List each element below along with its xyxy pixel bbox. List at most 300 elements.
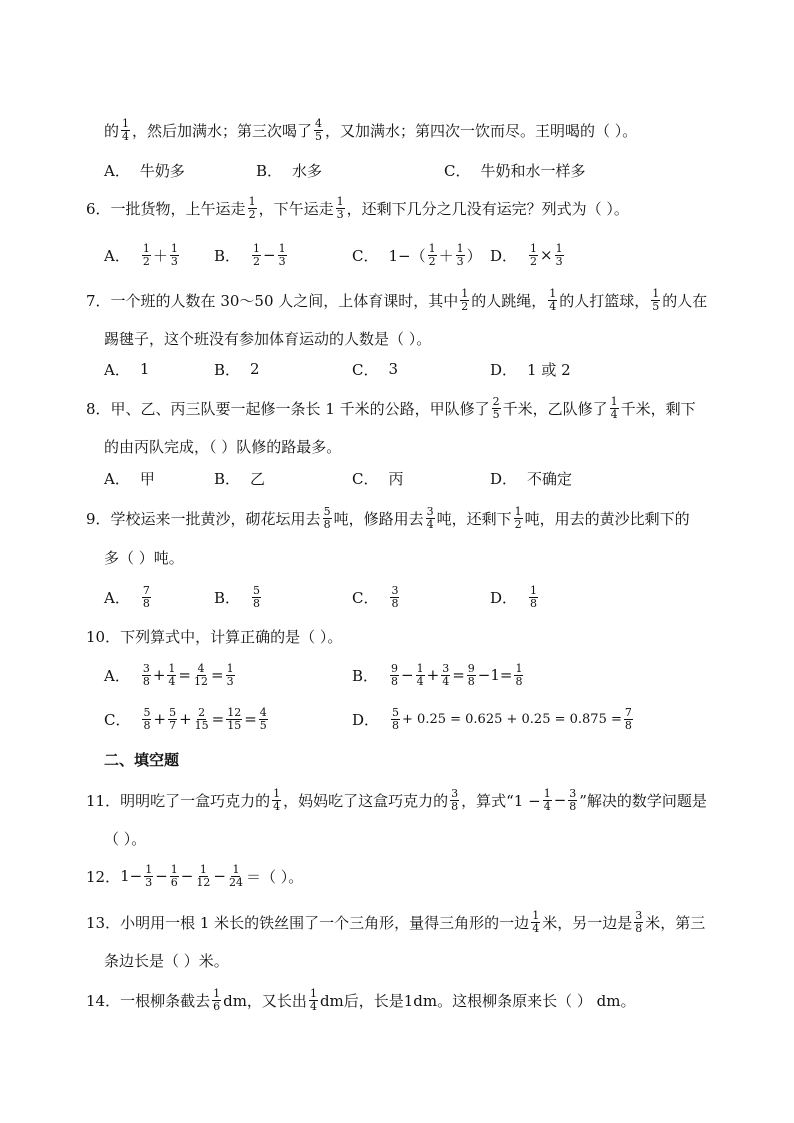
denominator: 15 — [227, 718, 242, 732]
q6-options — [104, 240, 744, 270]
fraction — [272, 788, 281, 813]
numerator: 1 — [309, 986, 317, 1000]
q9-stem-line2 — [104, 537, 184, 577]
q11-answer-line — [104, 818, 146, 858]
numerator: 1 — [456, 241, 464, 255]
q7-stem-line2 — [104, 318, 431, 358]
q6-text-2: ，下午运走 — [258, 199, 334, 218]
option-text: 3 — [388, 360, 399, 378]
operator: = — [178, 666, 191, 684]
option-c[interactable] — [444, 155, 586, 185]
denominator: 5 — [259, 718, 267, 732]
option-label: C． — [352, 360, 379, 379]
denominator: 24 — [228, 875, 243, 889]
option-label: D． — [352, 710, 380, 729]
option-label: B． — [214, 469, 241, 488]
q13-text-3: 米，第三 — [645, 913, 706, 932]
numerator: 5 — [169, 705, 177, 719]
fraction — [142, 585, 151, 610]
operator: − — [401, 666, 414, 684]
fraction — [428, 243, 437, 268]
denominator: 4 — [309, 999, 317, 1013]
denominator: 4 — [122, 129, 130, 143]
q7-text-3: 的人打篮球， — [559, 291, 650, 310]
fraction — [390, 585, 399, 610]
numerator: 2 — [198, 705, 206, 719]
fraction — [467, 663, 476, 688]
fraction — [568, 788, 577, 813]
fraction — [456, 243, 465, 268]
operator: = — [499, 666, 513, 684]
option-label: B． — [214, 360, 241, 379]
option-d[interactable] — [490, 582, 540, 612]
option-label: A． — [104, 666, 130, 685]
option-label: A． — [104, 588, 130, 607]
expression-text: ） — [466, 246, 482, 265]
denominator: 4 — [442, 674, 450, 688]
option-label: B． — [214, 246, 241, 265]
q8-text-4: 的由丙队完成，（ ）队修的路最多。 — [104, 437, 342, 456]
fraction — [212, 988, 221, 1013]
numerator: 1 — [168, 661, 176, 675]
q6-text-3: ，还剩下几分之几没有运完？列式为（ ）。 — [346, 199, 629, 218]
question-number: 6． — [86, 199, 111, 218]
option-label: A． — [104, 161, 130, 180]
denominator: 2 — [461, 299, 469, 313]
q-prev-line — [104, 110, 637, 150]
q14-text-2: dm，又长出 — [223, 991, 307, 1010]
denominator: 3 — [336, 207, 344, 221]
q9-text-3: 吨，还剩下 — [436, 509, 512, 528]
fraction — [531, 910, 540, 935]
fraction — [450, 788, 459, 813]
numerator: 1 — [142, 241, 150, 255]
q8-stem — [86, 388, 696, 428]
q6-text-1: 一批货物，上午运走 — [110, 199, 246, 218]
answer-blank[interactable]: （ ）。 — [104, 829, 147, 848]
expression-text: + 0.25 = 0.625 + 0.25 = 0.875 = — [402, 711, 622, 727]
answer-blank[interactable]: 条边长是（ ）米。 — [104, 951, 229, 970]
denominator: 4 — [543, 799, 551, 813]
denominator: 8 — [635, 921, 643, 935]
q7-text-4: 的人在 — [662, 291, 708, 310]
numerator: 1 — [610, 394, 618, 408]
option-text: 乙 — [250, 469, 266, 488]
option-d[interactable] — [352, 704, 635, 734]
question-number: 7． — [86, 291, 111, 310]
fraction — [144, 864, 153, 889]
fraction — [259, 707, 268, 732]
numerator: 1 — [278, 241, 286, 255]
fraction — [142, 243, 151, 268]
operator: ＋ — [438, 246, 454, 265]
fraction — [426, 506, 435, 531]
numerator: 1 — [428, 241, 436, 255]
denominator: 8 — [624, 718, 632, 732]
denominator: 5 — [652, 299, 660, 313]
numerator: 1 — [199, 862, 207, 876]
option-a[interactable] — [104, 240, 181, 270]
q-prev-text-c: ，又加满水；第四次一饮而尽。王明喝的（ ）。 — [325, 121, 638, 140]
operator: + — [152, 666, 166, 684]
q11-text-3: ，算式“1 − — [461, 791, 541, 810]
fraction — [142, 663, 151, 688]
fraction — [634, 910, 643, 935]
denominator: 3 — [145, 875, 153, 889]
fraction — [248, 196, 257, 221]
q-prev-text-a: 的 — [104, 121, 120, 140]
q9-text-2: 吨，修路用去 — [333, 509, 424, 528]
denominator: 7 — [169, 718, 177, 732]
fraction — [624, 707, 633, 732]
option-label: C． — [352, 588, 379, 607]
denominator: 8 — [143, 718, 151, 732]
q10-options-row2 — [104, 704, 744, 734]
numerator: 1 — [253, 241, 261, 255]
q-prev-text-b: ，然后加满水；第三次喝了 — [132, 121, 313, 140]
fraction — [167, 663, 176, 688]
option-b[interactable] — [214, 354, 260, 384]
operator: = — [211, 666, 224, 684]
expression-text: 1− — [120, 867, 143, 885]
q10-stem — [86, 616, 342, 656]
operator: − — [263, 246, 276, 264]
fraction — [416, 663, 425, 688]
option-text: 2 — [250, 360, 260, 378]
numerator: 7 — [142, 583, 150, 597]
numerator: 12 — [227, 705, 242, 719]
numerator: 4 — [315, 116, 323, 130]
question-number: 14． — [86, 991, 121, 1010]
denominator: 4 — [168, 674, 176, 688]
option-label: A． — [104, 360, 130, 379]
denominator: 4 — [532, 921, 540, 935]
fraction — [309, 988, 318, 1013]
numerator: 2 — [492, 394, 500, 408]
denominator: 8 — [323, 517, 331, 531]
option-text: 不确定 — [527, 469, 573, 488]
fraction — [651, 288, 660, 313]
option-text: 牛奶多 — [139, 161, 185, 180]
q10-options-row1 — [104, 660, 744, 690]
denominator: 4 — [273, 799, 281, 813]
numerator: 1 — [555, 241, 563, 255]
operator: + — [179, 710, 192, 728]
q10-text: 下列算式中，计算正确的是（ ）。 — [120, 627, 343, 646]
operator: ＋ — [152, 246, 168, 265]
numerator: 7 — [624, 705, 632, 719]
fraction — [228, 864, 244, 889]
numerator: 4 — [197, 661, 205, 675]
numerator: 1 — [461, 286, 469, 300]
denominator: 15 — [194, 718, 209, 732]
fraction — [543, 788, 552, 813]
q13-text-1: 小明用一根 1 米长的铁丝围了一个三角形，量得三角形的一边 — [120, 913, 530, 932]
numerator: 1 — [145, 862, 153, 876]
option-text: 牛奶和水一样多 — [480, 161, 586, 180]
numerator: 4 — [259, 705, 267, 719]
q9-text-1: 学校运来一批黄沙，砌花坛用去 — [110, 509, 321, 528]
fraction — [195, 864, 211, 889]
q13-stem-line2 — [104, 940, 229, 980]
option-text: 1 或 2 — [527, 360, 571, 379]
denominator: 3 — [278, 254, 286, 268]
q8-stem-line2 — [104, 426, 341, 466]
option-text: 水多 — [292, 161, 323, 180]
fraction — [492, 396, 501, 421]
numerator: 1 — [549, 286, 557, 300]
denominator: 3 — [456, 254, 464, 268]
numerator: 1 — [213, 986, 221, 1000]
fraction — [390, 663, 399, 688]
expression-text: 1−（ — [388, 246, 426, 265]
fraction — [610, 396, 619, 421]
q14-stem — [86, 980, 636, 1020]
q-prev-options — [104, 155, 744, 185]
fraction — [142, 707, 151, 732]
operator: − — [180, 867, 194, 885]
numerator: 5 — [392, 705, 400, 719]
fraction — [514, 506, 523, 531]
numerator: 3 — [442, 661, 450, 675]
fraction — [555, 243, 564, 268]
q14-text-1: 一根柳条截去 — [120, 991, 211, 1010]
operator: − — [155, 867, 168, 885]
denominator: 3 — [170, 254, 178, 268]
denominator: 8 — [467, 674, 475, 688]
denominator: 8 — [142, 674, 150, 688]
fraction — [252, 585, 261, 610]
denominator: 4 — [426, 517, 434, 531]
q11-text-5: ”解决的数学问题是 — [579, 791, 707, 810]
numerator: 3 — [569, 786, 577, 800]
numerator: 1 — [532, 908, 540, 922]
fraction — [460, 288, 469, 313]
numerator: 1 — [248, 194, 256, 208]
q12-stem — [86, 856, 303, 896]
option-label: D． — [490, 360, 518, 379]
denominator: 12 — [196, 875, 211, 889]
option-label: D． — [490, 469, 518, 488]
numerator: 1 — [336, 194, 344, 208]
q8-text-2: 千米，乙队修了 — [502, 399, 608, 418]
numerator: 1 — [232, 862, 240, 876]
numerator: 3 — [142, 661, 150, 675]
option-text: 甲 — [139, 469, 155, 488]
option-label: A． — [104, 469, 130, 488]
fraction — [529, 585, 538, 610]
numerator: 1 — [122, 116, 130, 130]
option-a[interactable] — [104, 354, 149, 384]
denominator: 8 — [451, 799, 459, 813]
option-c[interactable] — [352, 354, 398, 384]
option-a[interactable] — [104, 155, 185, 185]
option-b[interactable] — [352, 660, 525, 690]
q8-text-1: 甲、乙、丙三队要一起修一条长 1 千米的公路，甲队修了 — [110, 399, 490, 418]
fraction — [278, 243, 287, 268]
option-label: C． — [352, 469, 379, 488]
denominator: 8 — [253, 596, 261, 610]
numerator: 9 — [467, 661, 475, 675]
denominator: 3 — [555, 254, 563, 268]
denominator: 12 — [194, 674, 208, 688]
operator: = — [211, 710, 225, 728]
fraction — [170, 243, 179, 268]
denominator: 8 — [391, 596, 399, 610]
fraction — [391, 707, 400, 732]
fraction — [314, 118, 323, 143]
denominator: 2 — [514, 517, 522, 531]
numerator: 3 — [635, 908, 643, 922]
q11-text-2: ，妈妈吃了这盒巧克力的 — [283, 791, 449, 810]
answer-blank[interactable]: ＝（ ）。 — [245, 867, 304, 886]
question-number: 12． — [86, 867, 121, 886]
option-d[interactable] — [490, 463, 572, 493]
option-b[interactable] — [256, 155, 322, 185]
option-a[interactable] — [104, 582, 153, 612]
denominator: 4 — [610, 407, 618, 421]
denominator: 4 — [549, 299, 557, 313]
q9-stem — [86, 498, 690, 538]
fraction — [168, 707, 177, 732]
option-text: 丙 — [388, 469, 404, 488]
fraction — [252, 243, 261, 268]
numerator: 9 — [391, 661, 399, 675]
operator: + — [426, 666, 440, 684]
numerator: 1 — [543, 786, 551, 800]
fraction — [441, 663, 450, 688]
option-label: D． — [490, 246, 518, 265]
numerator: 1 — [530, 241, 538, 255]
numerator: 1 — [530, 583, 538, 597]
denominator: 5 — [315, 129, 323, 143]
denominator: 8 — [391, 674, 399, 688]
option-c[interactable] — [352, 463, 404, 493]
fraction — [514, 663, 523, 688]
denominator: 5 — [492, 407, 500, 421]
q13-text-2: 米，另一边是 — [542, 913, 633, 932]
option-label: C． — [104, 710, 131, 729]
option-text: 1 — [139, 360, 150, 378]
fraction — [548, 288, 557, 313]
operator: − — [213, 867, 226, 885]
option-d[interactable] — [490, 240, 566, 270]
option-label: C． — [444, 161, 471, 180]
q7-text-5: 踢毽子，这个班没有参加体育运动的人数是（ ）。 — [104, 329, 432, 348]
option-b[interactable] — [214, 582, 263, 612]
q7-stem — [86, 280, 707, 320]
q8-options — [104, 463, 744, 493]
option-label: B． — [256, 161, 283, 180]
option-a[interactable] — [104, 660, 237, 690]
operator: × — [540, 246, 553, 264]
option-c[interactable] — [352, 582, 401, 612]
denominator: 3 — [226, 674, 234, 688]
numerator: 1 — [652, 286, 660, 300]
q8-text-3: 千米，剩下 — [620, 399, 696, 418]
fraction — [529, 243, 538, 268]
question-number: 13． — [86, 913, 121, 932]
denominator: 8 — [142, 596, 150, 610]
denominator: 2 — [530, 254, 538, 268]
q7-text-1: 一个班的人数在 30～50 人之间，上体育课时，其中 — [110, 291, 459, 310]
option-c[interactable] — [104, 704, 270, 734]
option-label: B． — [214, 588, 241, 607]
option-label: C． — [352, 246, 379, 265]
numerator: 1 — [273, 786, 281, 800]
denominator: 8 — [392, 718, 400, 732]
section-heading: 二、填空题 — [104, 751, 180, 769]
numerator: 5 — [323, 504, 331, 518]
numerator: 1 — [514, 504, 522, 518]
question-number: 9． — [86, 509, 111, 528]
q14-text-3: dm后，长是1dm。这根柳条原来长（ ） dm。 — [319, 991, 636, 1010]
q6-stem — [86, 188, 629, 228]
fraction — [170, 864, 179, 889]
fraction — [336, 196, 345, 221]
denominator: 2 — [428, 254, 436, 268]
q9-options — [104, 582, 744, 612]
numerator: 3 — [426, 504, 434, 518]
question-number: 10． — [86, 627, 121, 646]
operator: = — [452, 666, 465, 684]
denominator: 6 — [170, 875, 178, 889]
fraction — [193, 663, 209, 688]
q13-stem — [86, 902, 705, 942]
q9-text-5: 多（ ）吨。 — [104, 548, 184, 567]
q11-text-1: 明明吃了一盒巧克力的 — [120, 791, 271, 810]
option-d[interactable] — [490, 354, 571, 384]
denominator: 8 — [530, 596, 538, 610]
expression-text: −1 — [477, 666, 500, 684]
fraction — [226, 707, 242, 732]
operator: = — [244, 710, 257, 728]
q11-stem — [86, 780, 707, 820]
denominator: 2 — [248, 207, 256, 221]
operator: + — [153, 710, 167, 728]
fraction — [121, 118, 130, 143]
option-c[interactable] — [352, 240, 482, 270]
numerator: 5 — [143, 705, 151, 719]
denominator: 2 — [253, 254, 261, 268]
option-b[interactable] — [214, 463, 265, 493]
numerator: 3 — [391, 583, 399, 597]
q9-text-4: 吨，用去的黄沙比剩下的 — [524, 509, 690, 528]
option-label: D． — [490, 588, 518, 607]
operator: − — [553, 791, 567, 809]
q7-options — [104, 354, 744, 384]
numerator: 1 — [226, 661, 234, 675]
option-label: B． — [352, 666, 379, 685]
numerator: 1 — [170, 241, 178, 255]
option-a[interactable] — [104, 463, 155, 493]
q7-text-2: 的人跳绳， — [471, 291, 547, 310]
fraction — [226, 663, 235, 688]
option-b[interactable] — [214, 240, 289, 270]
fraction — [194, 707, 210, 732]
numerator: 3 — [451, 786, 459, 800]
numerator: 5 — [253, 583, 261, 597]
numerator: 1 — [416, 661, 424, 675]
denominator: 4 — [416, 674, 424, 688]
numerator: 1 — [515, 661, 523, 675]
numerator: 1 — [170, 862, 178, 876]
denominator: 6 — [213, 999, 221, 1013]
denominator: 8 — [515, 674, 523, 688]
denominator: 2 — [142, 254, 150, 268]
question-number: 8． — [86, 399, 111, 418]
fraction — [323, 506, 332, 531]
